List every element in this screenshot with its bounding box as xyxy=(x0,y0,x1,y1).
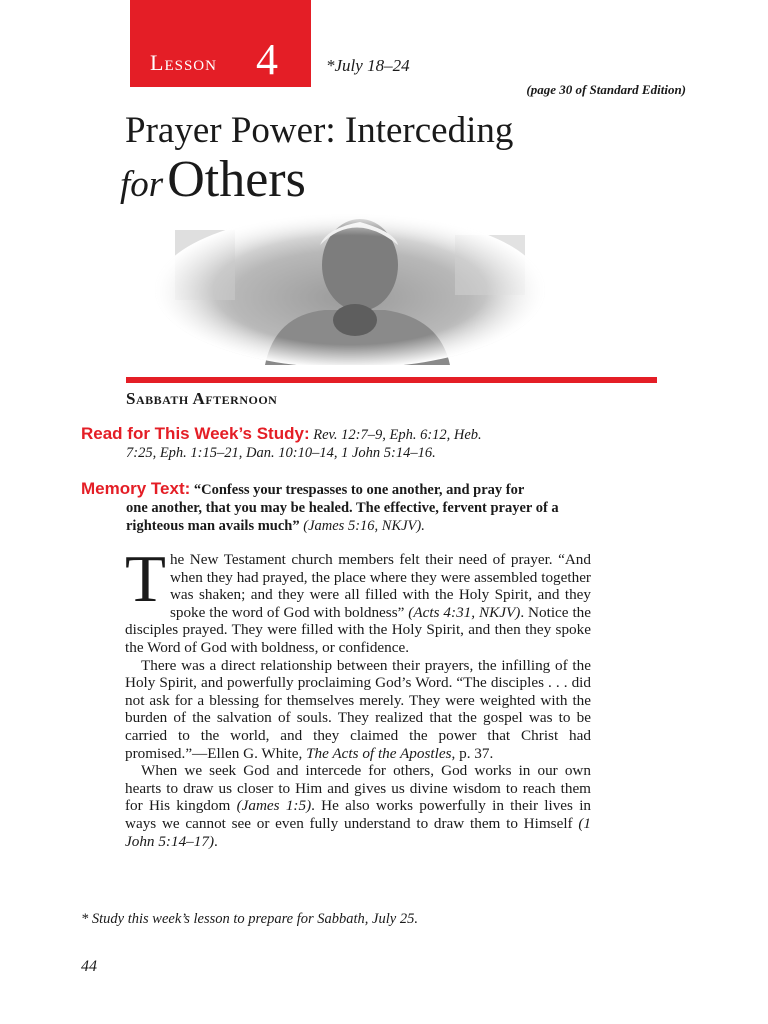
praying-man-photo xyxy=(155,210,545,365)
p3-text-c: . xyxy=(214,832,218,850)
section-heading: Sabbath Afternoon xyxy=(126,389,278,408)
body-paragraph-2 xyxy=(125,657,591,763)
lesson-badge xyxy=(130,0,311,87)
p3-reference-2: (1 John 5:14–17) xyxy=(125,814,591,850)
lesson-number: 4 xyxy=(256,35,278,84)
lesson-body xyxy=(125,542,592,850)
p2-book-title: The Acts of the Apostles xyxy=(306,744,452,762)
edition-note: (page 30 of Standard Edition) xyxy=(526,82,686,97)
page-number: 44 xyxy=(81,958,97,975)
study-refs-line1: Rev. 12:7–9, Eph. 6:12, Heb. xyxy=(313,427,482,443)
drop-cap: T xyxy=(125,542,166,616)
study-references xyxy=(81,425,591,462)
memory-reference: (James 5:16, NKJV). xyxy=(303,518,425,534)
page-title-line1: Prayer Power: Interceding xyxy=(125,110,514,151)
memory-text xyxy=(81,480,591,535)
p1-text-b: . Notice the disciples prayed. They were filled with the Holy Spirit, and then they spoke the Word of God with boldness, or confidence. xyxy=(125,603,592,656)
p3-text-b: . He also works powerfully in their lives in ways we cannot see or even fully understand to draw them to Himself xyxy=(125,797,592,832)
section-divider xyxy=(126,377,657,383)
footnote: * Study this week’s lesson to prepare for Sabbath, July 25. xyxy=(81,911,418,927)
memory-quote-line3: righteous man avails much” xyxy=(126,518,300,534)
p1-text-a: he New Testament church members felt their need of prayer. “And when they had prayed, the place where they were assembled together was shaken; and they were all filled with the Holy Spirit, and they spoke the word of God with boldness” xyxy=(169,551,591,621)
memory-quote-line1: “Confess your trespasses to one another, and pray for xyxy=(193,482,525,498)
study-label: Read for This Week’s Study: xyxy=(81,424,310,443)
body-paragraph-3 xyxy=(125,762,591,850)
p1-reference: (Acts 4:31, NKJV) xyxy=(408,603,521,621)
p2-text-b: , p. 37. xyxy=(451,744,494,762)
lesson-label: Lesson xyxy=(150,50,217,75)
body-paragraph-1 xyxy=(125,542,592,657)
p2-text-a: There was a direct relationship between their prayers, the infilling of the Holy Spirit, and powerfully proclaiming God’s Word. “The disciples . . . did not ask for a blessing for themselves merely. They were weighted with the burden of the salvation of souls. They realized that the gospel was to be carried to the world, and they claimed the power that Christ had promised.”—Ellen G. White, xyxy=(125,656,591,762)
p3-reference-1: (James 1:5) xyxy=(236,797,312,815)
lesson-date: *July 18–24 xyxy=(326,56,410,75)
memory-label: Memory Text: xyxy=(81,479,191,498)
title-others: Others xyxy=(167,151,306,208)
study-refs-line2: 7:25, Eph. 1:15–21, Dan. 10:10–14, 1 John 5:14–16. xyxy=(126,445,436,461)
title-for: for xyxy=(120,164,164,205)
p3-text-a: When we seek God and intercede for others, God works in our own hearts to draw us closer to Him and gives us divine wisdom to reach them for His kingdom xyxy=(125,762,591,815)
memory-quote-line2: one another, that you may be healed. The effective, fervent prayer of a xyxy=(126,500,559,516)
